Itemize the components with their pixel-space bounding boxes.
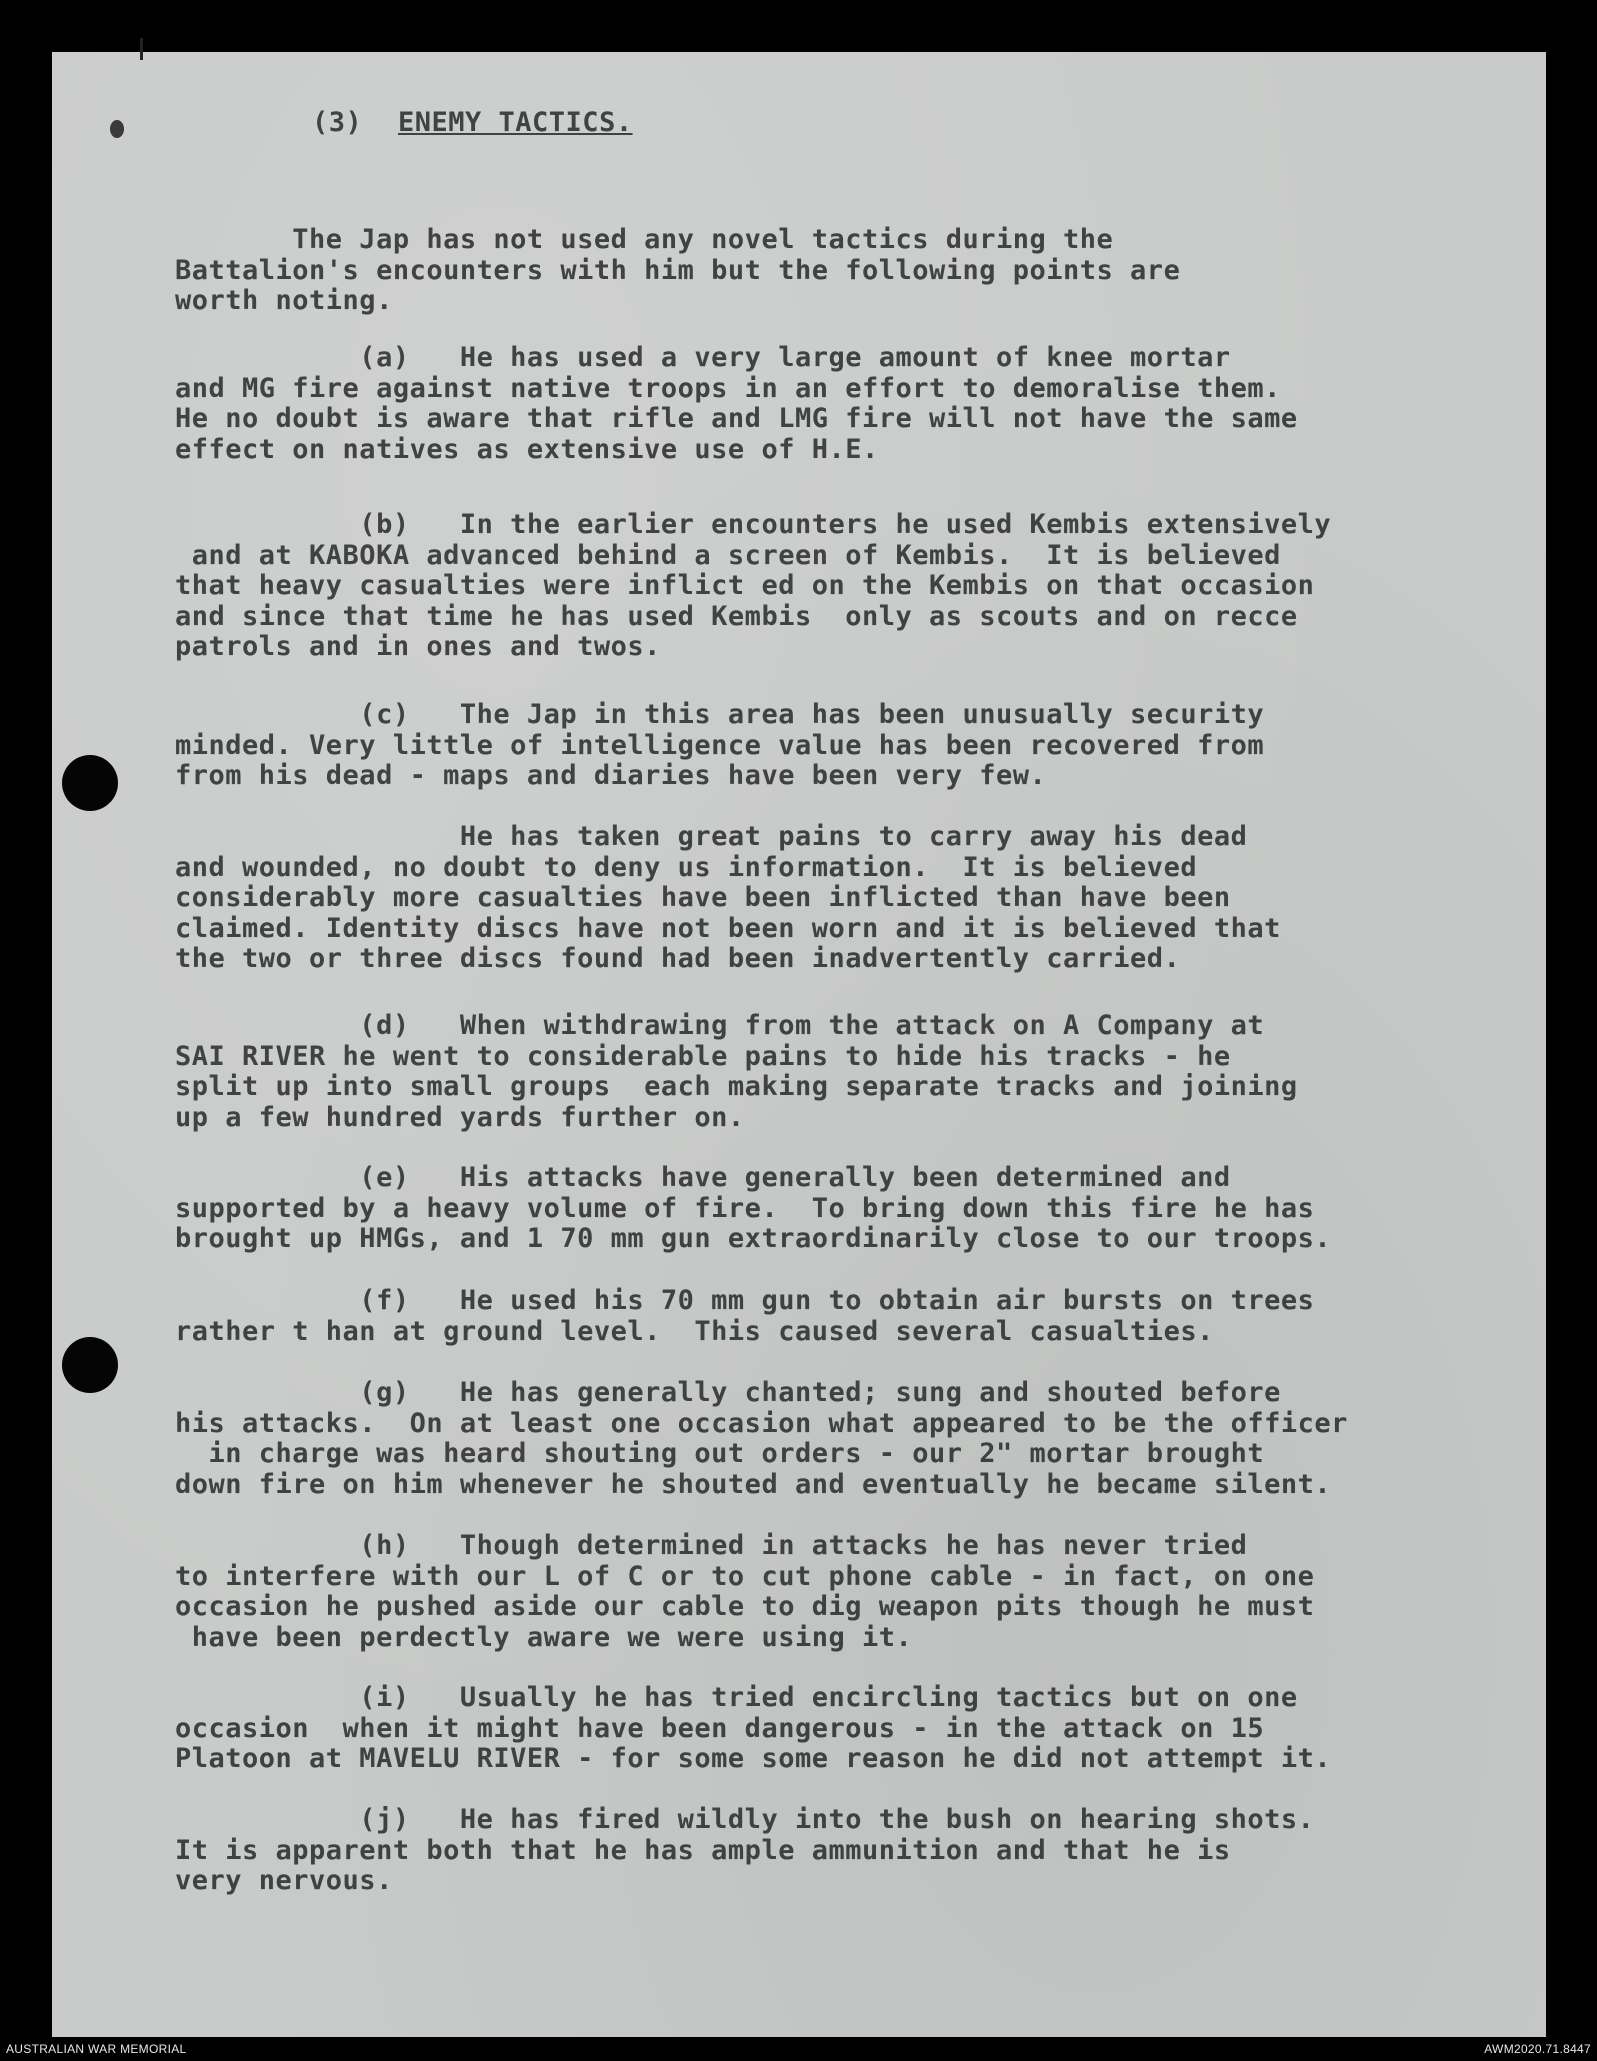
staple-mark	[110, 120, 124, 138]
text-line: SAI RIVER he went to considerable pains to hide his tracks - he	[175, 1040, 1231, 1072]
text-line: and wounded, no doubt to deny us information. It is believed	[175, 851, 1198, 883]
text-line: The Jap has not used any novel tactics during the	[175, 224, 1114, 255]
text-line: to interfere with our L of C or to cut phone cable - in fact, on one	[175, 1560, 1315, 1592]
text-line: occasion he pushed aside our cable to dig weapon pits though he must	[175, 1591, 1315, 1622]
text-line: (e) His attacks have generally been determined and	[175, 1162, 1231, 1193]
footer-institution: AUSTRALIAN WAR MEMORIAL	[6, 2042, 187, 2056]
paragraph-j	[175, 1805, 1515, 1897]
text-line: (a) He has used a very large amount of knee mortar	[175, 342, 1231, 373]
text-line: (f) He used his 70 mm gun to obtain air bursts on trees	[175, 1285, 1315, 1316]
text-line: and at KABOKA advanced behind a screen of Kembis. It is believed	[175, 539, 1281, 571]
footer-record-id: AWM2020.71.8447	[1484, 2042, 1591, 2056]
text-line: Battalion's encounters with him but the following points are	[175, 254, 1181, 286]
text-line: He no doubt is aware that rifle and LMG fire will not have the same	[175, 403, 1298, 434]
text-line: up a few hundred yards further on.	[175, 1101, 745, 1133]
text-line: worth noting.	[175, 285, 393, 316]
text-line: (g) He has generally chanted; sung and shouted before	[175, 1377, 1281, 1408]
text-line: considerably more casualties have been inflicted than have been	[175, 882, 1231, 913]
section-title: ENEMY TACTICS.	[398, 107, 633, 138]
text-line: (c) The Jap in this area has been unusually security	[175, 699, 1265, 730]
text-line: and since that time he has used Kembis only as scouts and on recce	[175, 600, 1298, 632]
text-line: patrols and in ones and twos.	[175, 631, 661, 662]
text-line: down fire on him whenever he shouted and eventually he became silent.	[175, 1468, 1332, 1500]
paragraph-c	[175, 700, 1515, 792]
text-line: the two or three discs found had been inadvertently carried.	[175, 943, 1181, 974]
paragraph-d	[175, 1011, 1515, 1133]
paragraph-a	[175, 343, 1515, 465]
text-line: effect on natives as extensive use of H.E.	[175, 433, 879, 465]
paragraph-e	[175, 1163, 1515, 1255]
text-line: (i) Usually he has tried encircling tactics but on one	[175, 1682, 1298, 1713]
text-line: have been perdectly aware we were using it.	[175, 1621, 913, 1653]
paragraph-i	[175, 1683, 1515, 1775]
text-line: He has taken great pains to carry away his dead	[175, 821, 1248, 852]
text-line: supported by a heavy volume of fire. To bring down this fire he has	[175, 1192, 1315, 1224]
text-line: claimed. Identity discs have not been worn and it is believed that	[175, 912, 1281, 944]
paragraph-intro	[175, 225, 1515, 317]
text-line: very nervous.	[175, 1865, 393, 1896]
text-line: Platoon at MAVELU RIVER - for some some reason he did not attempt it.	[175, 1743, 1332, 1774]
text-line: minded. Very little of intelligence value has been recovered from	[175, 729, 1265, 761]
paragraph-f	[175, 1286, 1515, 1347]
punch-hole	[62, 755, 118, 811]
punch-hole	[62, 1337, 118, 1393]
text-line: brought up HMGs, and 1 70 mm gun extraordinarily close to our troops.	[175, 1223, 1332, 1254]
text-line: his attacks. On at least one occasion what appeared to be the officer	[175, 1407, 1348, 1439]
text-line: (d) When withdrawing from the attack on A Company at	[175, 1010, 1265, 1041]
text-line: occasion when it might have been dangerous - in the attack on 15	[175, 1712, 1265, 1744]
paragraph-c-continued	[175, 822, 1515, 975]
text-line: rather t han at ground level. This caused several casualties.	[175, 1315, 1214, 1347]
section-number: (3)	[312, 107, 363, 138]
page-mark	[140, 38, 143, 60]
text-line: (h) Though determined in attacks he has never tried	[175, 1530, 1248, 1561]
text-line: It is apparent both that he has ample ammunition and that he is	[175, 1834, 1231, 1866]
text-line: and MG fire against native troops in an effort to demoralise them.	[175, 372, 1281, 404]
text-line: (j) He has fired wildly into the bush on hearing shots.	[175, 1804, 1315, 1835]
paragraph-g	[175, 1378, 1515, 1500]
text-line: in charge was heard shouting out orders - our 2" mortar brought	[175, 1438, 1265, 1469]
paragraph-h	[175, 1531, 1515, 1653]
text-line: split up into small groups each making separate tracks and joining	[175, 1071, 1298, 1102]
text-line: that heavy casualties were inflict ed on the Kembis on that occasion	[175, 570, 1315, 601]
paragraph-b	[175, 510, 1515, 663]
text-line: (b) In the earlier encounters he used Kembis extensively	[175, 509, 1332, 540]
text-line: from his dead - maps and diaries have been very few.	[175, 760, 1047, 791]
